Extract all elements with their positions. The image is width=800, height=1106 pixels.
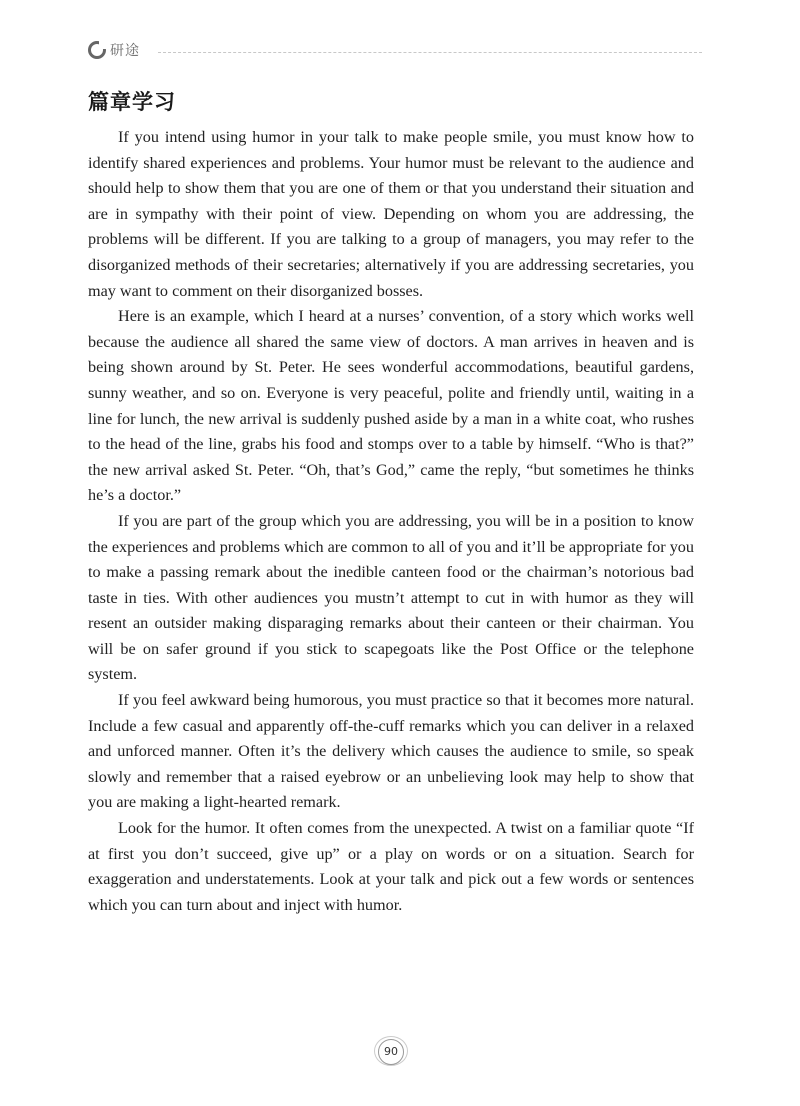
article-body (88, 125, 694, 918)
paragraph-4: If you feel awkward being humorous, you must practice so that it becomes more natural. Include a few casual and apparently off-the-cuff remarks which you can deliver in a relaxed and unforced manner. Often it’s the delivery which causes the audience to smile, so speak slowly and remember that a raised eyebrow or an unbelieving look may help to show that you are making a light-hearted remark. (88, 691, 694, 812)
publisher-logo (88, 40, 140, 60)
section-title: 篇章学习 (88, 90, 176, 114)
paragraph-3: If you are part of the group which you are addressing, you will be in a position to know the experiences and problems which are common to all of you and it’ll be appropriate for you to make a passing remark about the inedible canteen food or the chairman’s notorious bad taste in ties. With other audiences you mustn’t attempt to cut in with humor as they will resent an outsider making disparaging remarks about their canteen or their chairman. You will be on safer ground if you stick to scapegoats like the Post Office or the telephone system. (88, 511, 694, 684)
logo-text: 研途 (110, 43, 140, 59)
paragraph-1: If you intend using humor in your talk to make people smile, you must know how to identify shared experiences and problems. Your humor must be relevant to the audience and should help to show them that you are one of them or that you understand their situation and are in sympathy with their point of view. Depending on whom you are addressing, the problems will be different. If you are talking to a group of managers, you may refer to the disorganized methods of their secretaries; alternatively if you are addressing secretaries, you may want to comment on their disorganized bosses. (88, 128, 694, 300)
paragraph-2: Here is an example, which I heard at a nurses’ convention, of a story which works well because the audience all shared the same view of doctors. A man arrives in heaven and is being shown around by St. Peter. He sees wonderful accommodations, beautiful gardens, sunny weather, and so on. Everyone is very peaceful, polite and friendly until, waiting in a line for lunch, the new arrival is suddenly pushed aside by a man in a white coat, who rushes to the head of the line, grabs his food and stomps over to a table by himself. “Who is that?” the new arrival asked St. Peter. “Oh, that’s God,” came the reply, “but sometimes he thinks he’s a doctor.” (88, 307, 694, 505)
page-number: 90 (384, 1044, 398, 1058)
paragraph-5: Look for the humor. It often comes from the unexpected. A twist on a familiar quote “If at first you don’t succeed, give up” or a play on words or on a situation. Search for exaggeration and understatements. Look at your talk and pick out a few words or sentences which you can turn about and inject with humor. (88, 819, 694, 914)
page-header (88, 40, 702, 62)
header-divider (158, 52, 702, 53)
logo-icon (88, 41, 106, 59)
page-number-badge (374, 1036, 408, 1066)
